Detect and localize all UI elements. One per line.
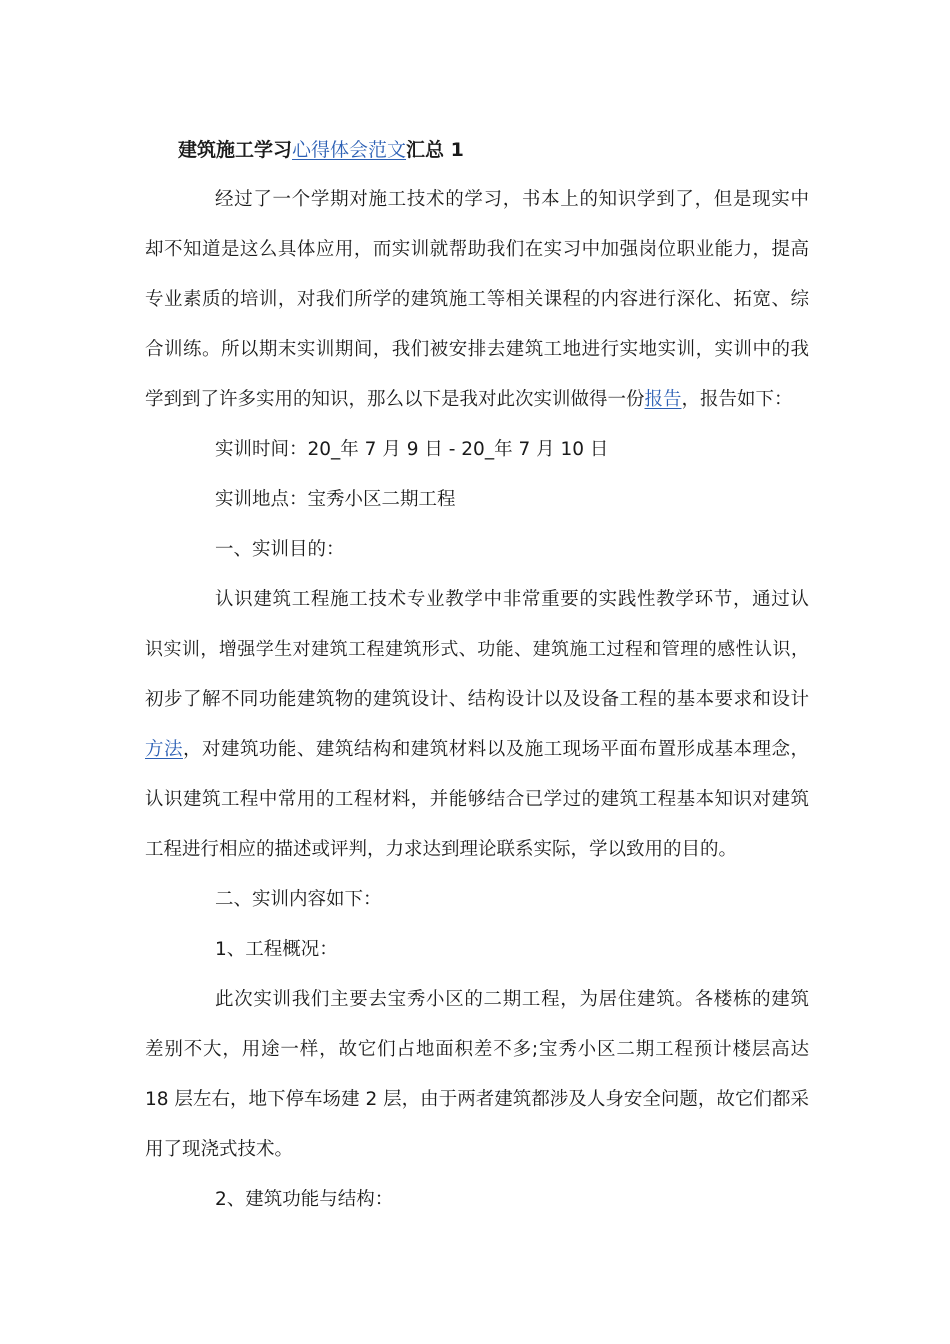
training-time: 实训时间：20_年 7 月 9 日 - 20_年 7 月 10 日 — [215, 439, 609, 460]
section-1-heading: 一、实训目的： — [215, 539, 345, 560]
title-suffix: 汇总 1 — [406, 139, 464, 161]
title-link[interactable]: 心得体会范文 — [292, 139, 407, 161]
method-link[interactable]: 方法 — [145, 739, 183, 760]
intro-line-5 — [145, 387, 809, 413]
section-1-line-5: 认识建筑工程中常用的工程材料，并能够结合已学过的建筑工程基本知识对建筑 — [145, 789, 809, 810]
section-1-line-1: 认识建筑工程施工技术专业教学中非常重要的实践性教学环节，通过认 — [215, 589, 809, 610]
subsection-1-heading: 1、工程概况： — [215, 939, 338, 960]
section-1-line-4-suffix: ，对建筑功能、建筑结构和建筑材料以及施工现场平面布置形成基本理念， — [182, 739, 809, 760]
document-title — [178, 137, 464, 163]
intro-line-5-prefix: 学到到了许多实用的知识，那么以下是我对此次实训做得一份 — [145, 389, 645, 410]
report-link[interactable]: 报告 — [644, 389, 682, 410]
section-1-line-6: 工程进行相应的描述或评判，力求达到理论联系实际，学以致用的目的。 — [145, 839, 738, 860]
intro-line-2: 却不知道是这么具体应用，而实训就帮助我们在实习中加强岗位职业能力，提高 — [145, 239, 809, 260]
subsection-1-line-1: 此次实训我们主要去宝秀小区的二期工程，为居住建筑。各楼栋的建筑 — [215, 989, 809, 1010]
subsection-1-line-4: 用了现浇式技术。 — [145, 1139, 294, 1160]
section-2-heading: 二、实训内容如下： — [215, 889, 382, 910]
intro-line-5-suffix: ，报告如下： — [681, 389, 793, 410]
intro-line-1: 经过了一个学期对施工技术的学习，书本上的知识学到了，但是现实中 — [215, 189, 809, 210]
subsection-1-line-2: 差别不大，用途一样，故它们占地面积差不多;宝秀小区二期工程预计楼层高达 — [145, 1039, 809, 1060]
intro-line-3: 专业素质的培训，对我们所学的建筑施工等相关课程的内容进行深化、拓宽、综 — [145, 289, 809, 310]
title-prefix: 建筑施工学习 — [178, 139, 293, 161]
training-location: 实训地点：宝秀小区二期工程 — [215, 489, 456, 510]
intro-line-4: 合训练。所以期末实训期间，我们被安排去建筑工地进行实地实训，实训中的我 — [145, 339, 809, 360]
subsection-2-heading: 2、建筑功能与结构： — [215, 1189, 394, 1210]
section-1-line-3: 初步了解不同功能建筑物的建筑设计、结构设计以及设备工程的基本要求和设计 — [145, 689, 809, 710]
subsection-1-line-3: 18 层左右，地下停车场建 2 层，由于两者建筑都涉及人身安全问题，故它们都采 — [145, 1089, 809, 1110]
section-1-line-2: 识实训，增强学生对建筑工程建筑形式、功能、建筑施工过程和管理的感性认识， — [145, 639, 809, 660]
section-1-line-4 — [145, 737, 809, 763]
